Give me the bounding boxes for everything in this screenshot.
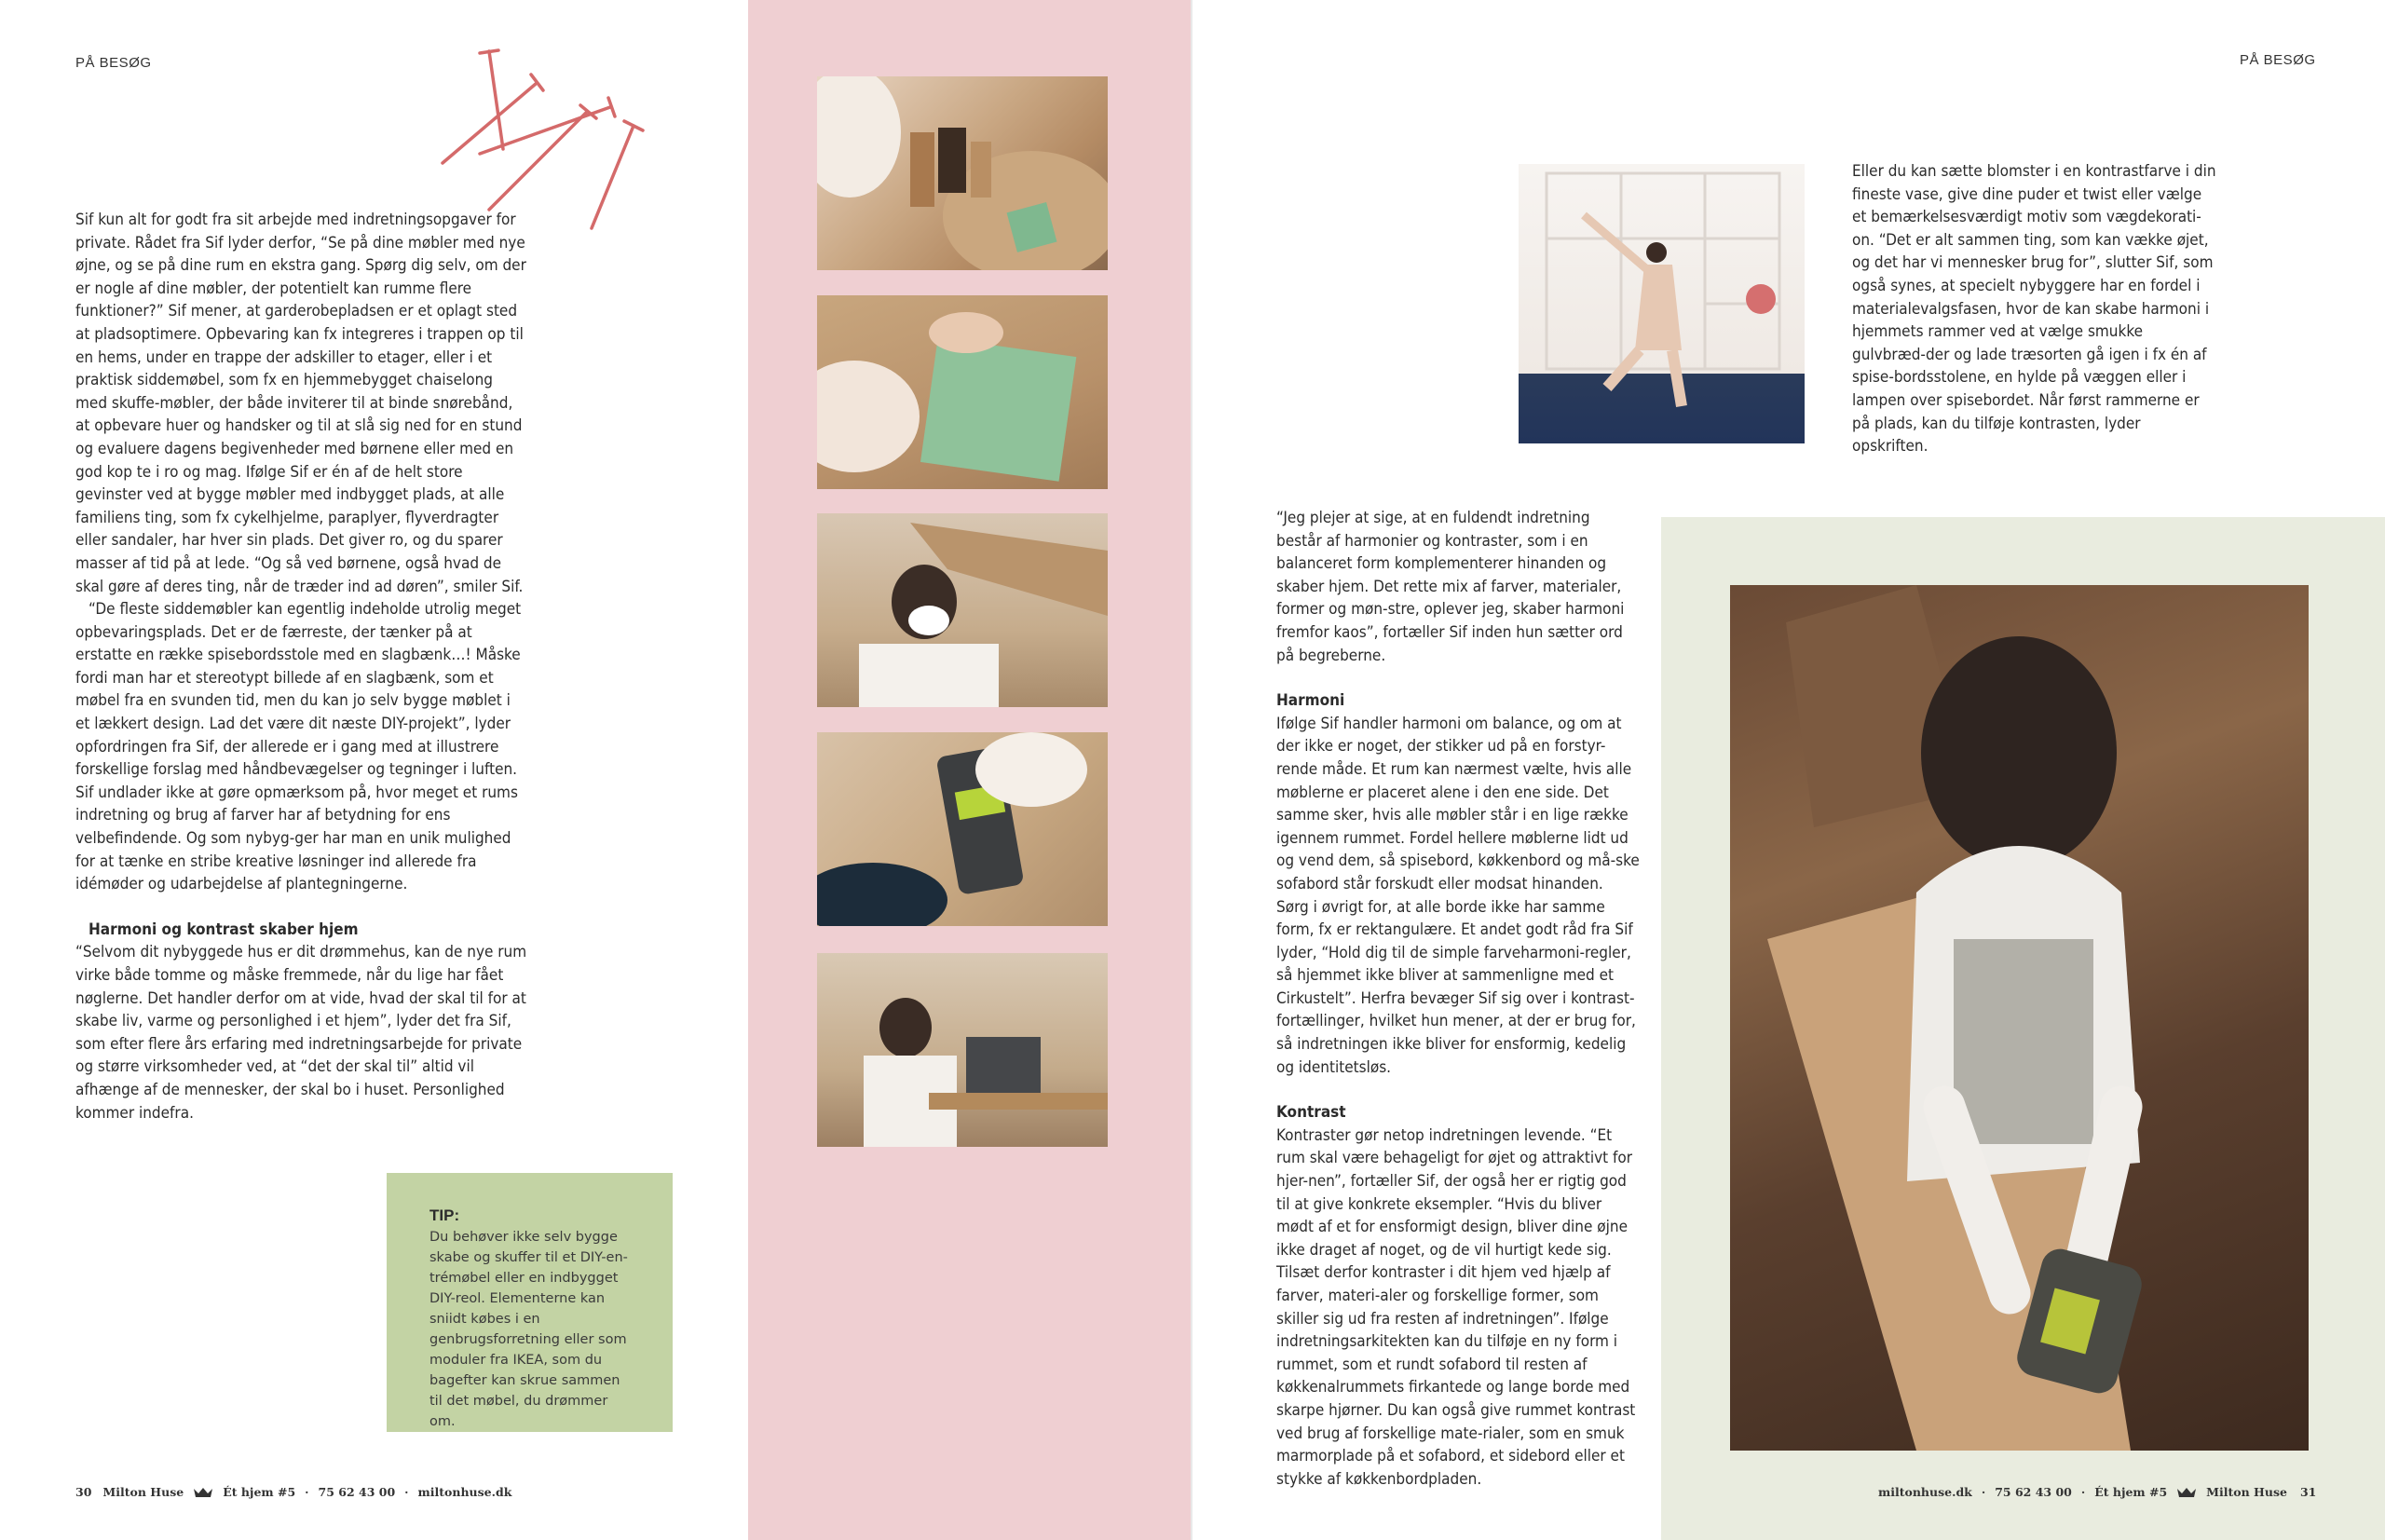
kontrast-heading: Kontrast: [1276, 1103, 1346, 1123]
paragraph: Sif kun alt for godt fra sit arbejde med indretningsopgaver for private. Rådet fra Sif lyder derfor, “Se på dine møbler med nye øjne, og se på dine rum en ekstra gang. Spørg dig selv, om der er nogle af dine møbler, der potentielt kan rumme flere funktioner?” Sif mener, at garderobepladsen er et oplagt sted at pladsoptimere. Opbevaring kan fx integreres i trappen op til en hems, under en trappe der adskiller to etager, eller i et praktisk siddemøbel, som fx en hjemmebygget chaiselong med skuffe-møbler, der både inviterer til at binde snørebånd, at opbevare huer og handsker og til at slå sig ned for en stund og evaluere dagens begivenheder med børnene eller med en god kop te i ro og mag. Ifølge Sif er én af de helt store gevinster ved at bygge møbler med indbygget plads, at alle familiens ting, som fx cykelhjelme, paraplyer, flyverdragter eller sandaler, har hver sin plads. Det giver ro, og du sparer masser af tid på at lede. “Og så ved børnene, også hvad de skal gøre af deres ting, når de træder ind ad døren”, smiler Sif.: [75, 211, 526, 596]
page-number: 31: [2299, 1485, 2317, 1499]
tip-text: Du behøver ikke selv bygge skabe og skuffer til et DIY-en-trémøbel eller en indbygget DIY-reol. Elementerne kan sniidt købes i en genbrugsforretning eller som moduler fra IKEA, som du bagefter kan skrue sammen til det møbel, du drømmer om.: [429, 1230, 628, 1429]
article-body-right-top: [1852, 160, 2220, 458]
paragraph: “Jeg plejer at sige, at en fuldendt indretning består af harmonier og kontraster, som i en balanceret form komplementerer hinanden og skaber hjem. Det rette mix af farver, materialer, former og møn-stre, oplever jeg, skaber harmoni fremfor kaos”, fortæller Sif inden hun sætter ord på begreberne.: [1276, 509, 1625, 665]
harmoni-heading: Harmoni: [1276, 691, 1345, 711]
phone-number: 75 62 43 00: [1995, 1485, 2072, 1499]
website-link[interactable]: miltonhuse.dk: [417, 1485, 512, 1499]
section-label: PÅ BESØG: [75, 55, 152, 71]
phone-number: 75 62 43 00: [318, 1485, 396, 1499]
photo-mosaic-tiles: [817, 295, 1108, 489]
section-label: PÅ BESØG: [2240, 52, 2316, 68]
page-number: 30: [75, 1485, 92, 1499]
photo-miter-saw: [817, 953, 1108, 1147]
crown-icon: [2176, 1487, 2197, 1498]
photo-jigsaw-tool: [817, 732, 1108, 926]
paragraph: “De fleste siddemøbler kan egentlig indeholde utrolig meget opbevaringsplads. Det er de færreste, der tænker på at erstatte en række spisebordsstole med en slagbænk…! Måske fordi man har et stereotypt billede af en slagbænk, som et møbel fra en svunden tid, men du kan jo selv bygge møblet i et lækkert design. Lad det være dit næste DIY-projekt”, lyder opfordringen fra Sif, der allerede er i gang med at illustrere forskellige forslag med håndbevægelser og tegninger i luften. Sif undlader ikke at gøre opmærksom på, hvor meget et rums indretning og brug af farver har af betydning for ens velbefindende. Og som nybyg-ger har man en unik mulighed for at tænke en stribe kreative løsninger ind allerede fra idémøder og udarbejdelse af plantegningerne.: [75, 600, 522, 894]
paragraph: Kontraster gør netop indretningen levende. “Et rum skal være behageligt for øjet og attraktivt for hjer-nen”, fortæller Sif, der også her er rigtig god til at give konkrete eksempler. “Hvis du bliver mødt af et for ensformigt design, bliver dine øjne ikke draget af noget, og de vil hurtigt kede sig. Tilsæt derfor kontraster i dit hjem ved hjælp af farver, materi-aler og forskellige former, som skiller sig ud fra resten af indretningen”. Ifølge indretningsarkitekten kan du tilføje en ny form i rummet, som et rundt sofabord til resten af køkkenalrummets firkantede og lange borde med skarpe hjørner. Du kan også give rummet kontrast ved brug af forskellige mate-rialer, som en smuk marmorplade på et sofabord, et sidebord eller et stykke af køkkenbordpladen.: [1276, 1125, 1636, 1489]
tip-box: [387, 1173, 673, 1432]
brand-name: Milton Huse: [102, 1485, 184, 1499]
paragraph: Eller du kan sætte blomster i en kontrastfarve i din fineste vase, give dine puder et twist eller vælge et bemærkelsesværdigt motiv som vægdekorati-on. “Det er alt sammen ting, som kan vække øjet, og det har vi mennesker brug for”, slutter Sif, som også synes, at specielt nybyggere har en fordel i materialevalgsfasen, hvor de kan skabe harmoni i hjemmets rammer ved at vælge smukke gulvbræd-der og lade træsorten gå igen i fx én af spise-bordsstolene, en hylde på væggen eller i lampen over spisebordet. Når først rammerne er på plads, kan du tilføje kontrasten, lyder opskriften.: [1852, 162, 2216, 457]
brand-name: Milton Huse: [2206, 1485, 2287, 1499]
paragraph: Ifølge Sif handler harmoni om balance, og om at der ikke er noget, der stikker ud på en forstyr-rende måde. Et rum kan nærmest vælte, hvis alle møblerne er placeret alene i den ene side. Det samme sker, hvis alle møbler står i en lige række igennem rummet. Fordel hellere møblerne lidt ud og vend dem, så spisebord, køkkenbord og må-ske sofabord står forskudt eller modsat hinanden. Sørg i øvrigt for, at alle borde ikke har samme form, fx er rektangulære. Et andet godt råd fra Sif lyder, “Hold dig til de simple farveharmoni-regler, så hjemmet ikke bliver at sammenligne med et Cirkustelt”. Herfra bevæger Sif sig over i kontrast-fortællinger, hvilket hun mener, at der er brug for, så indretningen ikke bliver for ensformig, kedelig og identitetsløs.: [1276, 714, 1640, 1077]
left-page: [0, 0, 1192, 1540]
photo-woman-earmuffs: [817, 513, 1108, 707]
crown-icon: [193, 1487, 213, 1498]
paragraph: “Selvom dit nybyggede hus er dit drømmehus, kan de nye rum virke både tomme og måske fremmede, når du lige har fået nøglerne. Det handler derfor om at vide, hvad der skal til for at skabe liv, varme og personlighed i et hjem”, lyder det fra Sif, som efter flere års erfaring med indretningsarbejde for private og større virksomheder ved, at “det der skal til” altid vil afhænge af de mennesker, der skal bo i huset. Personlighed kommer indefra.: [75, 943, 527, 1123]
website-link[interactable]: miltonhuse.dk: [1878, 1485, 1972, 1499]
subhead: Harmoni og kontrast skaber hjem: [89, 920, 359, 939]
issue-label: Ét hjem #5: [2094, 1485, 2168, 1499]
article-body-left: [75, 209, 527, 1124]
issue-label: Ét hjem #5: [223, 1485, 296, 1499]
article-body-right: [1276, 507, 1640, 1491]
photo-woman-sanding: [1730, 585, 2309, 1451]
photo-woman-in-shelf: [1519, 164, 1805, 443]
photo-tubes-on-table: [817, 76, 1108, 270]
footer-right: miltonhuse.dk · 75 62 43 00 · Ét hjem #5 Milton Huse 31: [1878, 1485, 2317, 1499]
tip-title: TIP:: [429, 1206, 460, 1224]
footer-left: 30 Milton Huse Ét hjem #5 · 75 62 43 00 · miltonhuse.dk: [75, 1485, 512, 1499]
